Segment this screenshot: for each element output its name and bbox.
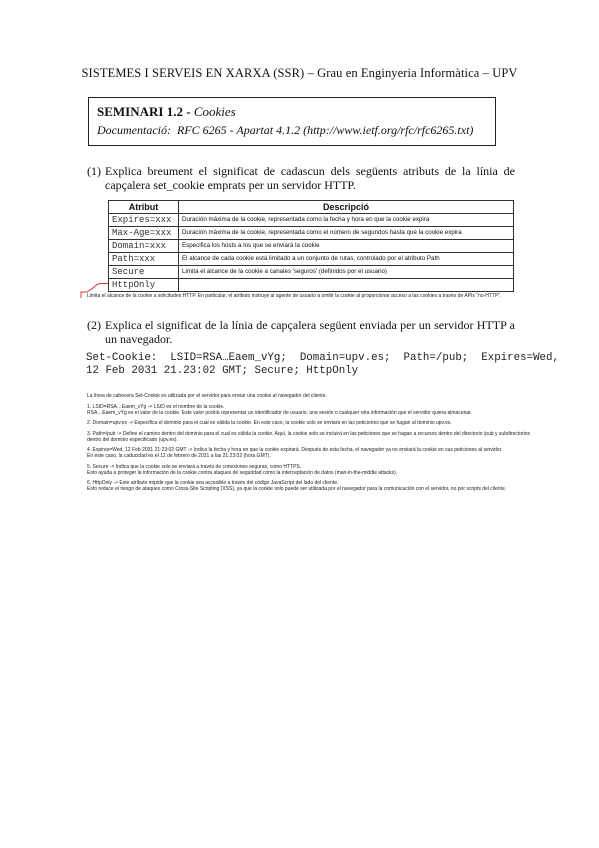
- answer-text: [87, 393, 597, 497]
- table-row: [109, 266, 514, 279]
- answer-paragraph: 6. HttpOnly -> Este atributo impide que la cookie sea accesible a través del código JavaScript del lado del cliente. Esto reduce el riesgo de ataques como Cross-Site Scripting (XSS), ya que la cookie solo puede ser utilizada por el navegador para la comunicación con el servidor, no por scripts del cliente.: [87, 480, 507, 492]
- question-1-number: (1): [87, 164, 101, 178]
- answer-paragraph: 1. LSID=RSA…Eaem_vYg -> LSID es el nombre de la cookie. RSA…Eaem_vYg es el valor de la cookie. Este valor podría representar un identificador de usuario, una sesión o cualquier otra información que el servidor quiera almacenar.: [87, 403, 472, 416]
- attributes-table: [108, 200, 514, 292]
- description-cell: [179, 279, 514, 292]
- table-row: [109, 279, 514, 292]
- question-2-text: Explica el significat de la línia de capçalera següent enviada per un servidor HTTP a un navegador.: [105, 318, 515, 346]
- column-header-description: Descripció: [179, 201, 514, 214]
- table-row: [109, 227, 514, 240]
- attribute-cell: Secure: [109, 266, 179, 279]
- attribute-cell: Domain=xxx: [109, 240, 179, 253]
- answer-paragraph: 2. Domain=upv.es -> Especifica el dominio para el cual es válida la cookie. En este caso, la cookie solo se enviará en las peticiones que se hagan al dominio upv.es.: [87, 420, 452, 426]
- seminar-box: [88, 97, 496, 146]
- question-1-text: Explica breument el significat de cadascun dels següents atributs de la línia de capçalera set_cookie emprats per un servidor HTTP.: [105, 164, 515, 192]
- seminar-separator: -: [182, 104, 194, 119]
- code-line-1: Set-Cookie: LSID=RSA…Eaem_vYg; Domain=upv.es; Path=/pub; Expires=Wed,: [86, 352, 559, 364]
- description-cell: Duración máxima de la cookie, representada como el número de segundos hasta que la cookie expira: [179, 227, 514, 240]
- answer-paragraph: 4. Expires=Wed, 12 Feb 2031 21:23:02 GMT -> Indica la fecha y hora en que la cookie expirará. Después de esta fecha, el navegador ya no enviará la cookie en sus peticiones al servidor. En este caso, la caducidad es el 12 de febrero de 2031 a las 21:23:02 (hora GMT).: [87, 447, 503, 459]
- attribute-cell: Path=xxx: [109, 253, 179, 266]
- httponly-note: Limita el alcance de la cookie a solicitudes HTTP. En particular, el atributo instruye al agente de usuario a omitir la cookie al proporcionar acceso a las cookies a través de APIs "no-HTTP".: [87, 293, 502, 299]
- description-cell: Limita el alcance de la cookie a canales 'seguros' (definidos por el usuario): [179, 266, 514, 279]
- table-row: [109, 240, 514, 253]
- answer-paragraph: 5. Secure -> Indica que la cookie solo se enviará a través de conexiones seguras, como HTTPS. Esto ayuda a proteger la información de la cookie contra ataques de seguridad como la interceptación de datos (man-in-the-middle attacks).: [87, 463, 398, 476]
- description-cell: Duración máxima de la cookie, representada como la fecha y hora en que la cookie expira: [179, 214, 514, 227]
- set-cookie-code: [86, 352, 559, 378]
- documentation-line: [97, 123, 487, 138]
- code-line-2: 12 Feb 2031 21.23:02 GMT; Secure; HttpOnly: [86, 365, 359, 377]
- attribute-cell: Max-Age=xxx: [109, 227, 179, 240]
- answer-paragraph: 3. Path=/pub -> Define el camino dentro del dominio para el cual es válida la cookie. Aquí, la cookie solo se incluirá en las peticiones que se hagan a recursos dentro del directorio /pub y subdirectorios dentro del dominio especificado (upv.es).: [87, 430, 531, 443]
- table-row: [109, 214, 514, 227]
- page-header: SISTEMES I SERVEIS EN XARXA (SSR) – Grau en Enginyeria Informàtica – UPV: [81, 66, 518, 80]
- doc-label: Documentació:: [97, 123, 171, 137]
- table-row: [109, 253, 514, 266]
- table-header-row: [109, 201, 514, 214]
- seminar-title: [97, 104, 487, 120]
- doc-reference: RFC 6265 - Apartat 4.1.2 (http://www.ietf.org/rfc/rfc6265.txt): [176, 123, 474, 137]
- seminar-label: SEMINARI 1.2: [97, 104, 183, 119]
- attribute-cell: HttpOnly: [109, 279, 179, 292]
- description-cell: El alcance de cada cookie está limitado a un conjunto de rutas, controlado por el atributo Path: [179, 253, 514, 266]
- description-cell: Especifica los hosts a los que se enviará la cookie: [179, 240, 514, 253]
- answer-paragraph: La línea de cabecera Set-Cookie es utilizada por el servidor para enviar una cookie al navegador del cliente.: [87, 393, 327, 399]
- question-2-number: (2): [87, 318, 101, 332]
- attribute-cell: Expires=xxx: [109, 214, 179, 227]
- column-header-attribute: Atribut: [109, 201, 179, 214]
- seminar-topic: Cookies: [193, 104, 236, 119]
